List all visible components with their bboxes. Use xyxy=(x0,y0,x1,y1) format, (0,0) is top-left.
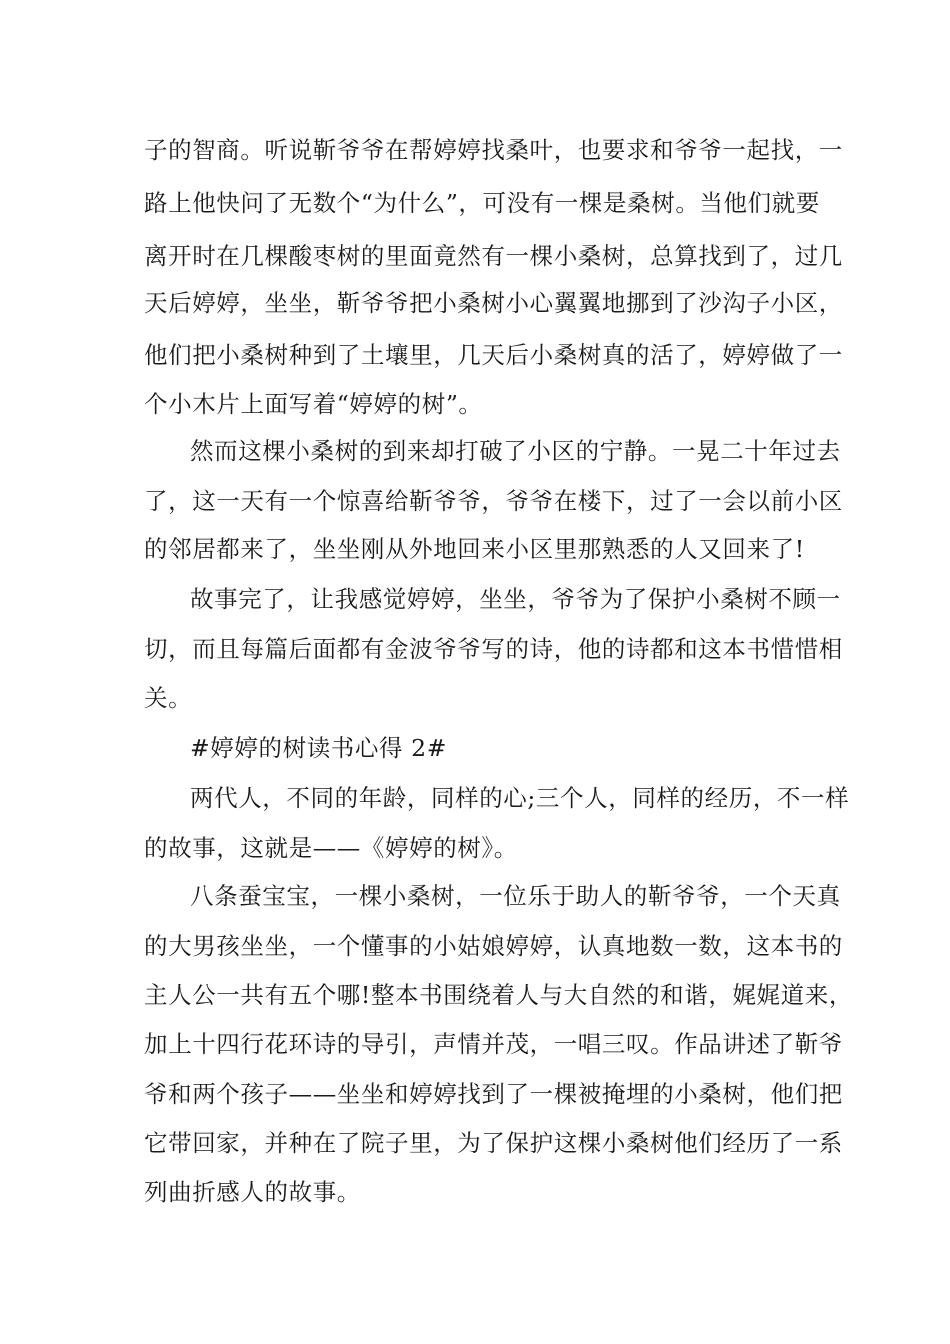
text-line: 爷和两个孩子——坐坐和婷婷找到了一棵被掩埋的小桑树，他们把 xyxy=(144,1080,843,1108)
text-line: 然而这棵小桑树的到来却打破了小区的宁静。一晃二十年过去 xyxy=(190,437,841,465)
text-line: 离开时在几棵酸枣树的里面竟然有一棵小桑树，总算找到了，过几 xyxy=(144,242,843,270)
text-line: 个小木片上面写着“婷婷的树”。 xyxy=(144,390,483,418)
text-line: 的大男孩坐坐，一个懂事的小姑娘婷婷，认真地数一数，这本书的 xyxy=(144,932,843,960)
text-line: 子的智商。听说靳爷爷在帮婷婷找桑叶，也要求和爷爷一起找，一 xyxy=(144,136,843,164)
text-line: 加上十四行花环诗的导引，声情并茂，一唱三叹。作品讲述了靳爷 xyxy=(144,1030,843,1058)
text-line: 八条蚕宝宝，一棵小桑树，一位乐于助人的靳爷爷，一个天真 xyxy=(190,882,841,910)
text-line: 它带回家，并种在了院子里，为了保护这棵小桑树他们经历了一系 xyxy=(144,1129,843,1157)
text-line: 他们把小桑树种到了土壤里，几天后小桑树真的活了，婷婷做了一 xyxy=(144,341,843,369)
section-heading: #婷婷的树读书心得 2# xyxy=(190,734,448,762)
text-line: 主人公一共有五个哪!整本书围绕着人与大自然的和谐，娓娓道来， xyxy=(144,981,853,1009)
text-line: 路上他快问了无数个“为什么”，可没有一棵是桑树。当他们就要 xyxy=(144,189,820,217)
text-line: 故事完了，让我感觉婷婷，坐坐，爷爷为了保护小桑树不顾一 xyxy=(190,585,841,613)
text-line: 天后婷婷，坐坐，靳爷爷把小桑树小心翼翼地挪到了沙沟子小区， xyxy=(144,289,843,317)
text-line: 的邻居都来了，坐坐刚从外地回来小区里那熟悉的人又回来了! xyxy=(144,535,805,563)
text-line: 的故事，这就是——《婷婷的树》。 xyxy=(144,834,518,862)
text-line: 切，而且每篇后面都有金波爷爷写的诗，他的诗都和这本书惜惜相 xyxy=(144,635,843,663)
text-line: 两代人，不同的年龄，同样的心;三个人，同样的经历，不一样 xyxy=(190,784,850,812)
text-line: 关。 xyxy=(144,684,193,712)
text-line: 列曲折感人的故事。 xyxy=(144,1178,361,1206)
text-line: 了，这一天有一个惊喜给靳爷爷，爷爷在楼下，过了一会以前小区 xyxy=(144,487,843,515)
